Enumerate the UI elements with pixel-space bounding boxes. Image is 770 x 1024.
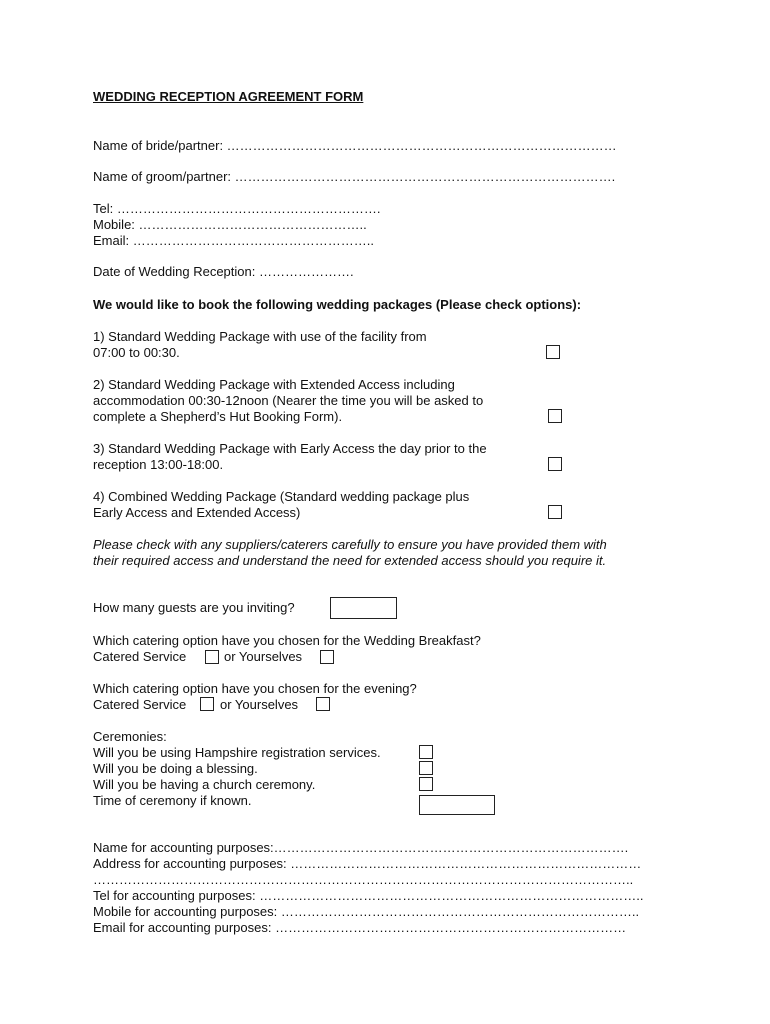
breakfast-catered-checkbox[interactable] bbox=[205, 650, 219, 664]
package-2-text: 2) Standard Wedding Package with Extended Access including bbox=[93, 377, 455, 392]
breakfast-catering-question: Which catering option have you chosen for the Wedding Breakfast? bbox=[93, 633, 481, 648]
guests-question: How many guests are you inviting? bbox=[93, 600, 295, 615]
blessing-question: Will you be doing a blessing. bbox=[93, 761, 258, 776]
reception-date-line[interactable]: Date of Wedding Reception: …………………. bbox=[93, 264, 354, 279]
breakfast-yourselves-label: or Yourselves bbox=[224, 649, 303, 664]
tel-line[interactable]: Tel: ……………………………………………………. bbox=[93, 201, 381, 216]
registration-checkbox[interactable] bbox=[419, 745, 433, 759]
ceremonies-heading: Ceremonies: bbox=[93, 729, 167, 744]
evening-yourselves-label: or Yourselves bbox=[220, 697, 299, 712]
package-4-text: Early Access and Extended Access) bbox=[93, 505, 301, 520]
supplier-notice: their required access and understand the need for extended access should you require it. bbox=[93, 553, 607, 568]
package-1-checkbox[interactable] bbox=[546, 345, 560, 359]
ceremony-time-input[interactable] bbox=[419, 795, 495, 815]
package-4-checkbox[interactable] bbox=[548, 505, 562, 519]
accounting-name-line[interactable]: Name for accounting purposes:………………………………………………………………………. bbox=[93, 840, 629, 855]
package-3-text: 3) Standard Wedding Package with Early Access the day prior to the bbox=[93, 441, 487, 456]
evening-catered-checkbox[interactable] bbox=[200, 697, 214, 711]
breakfast-yourselves-checkbox[interactable] bbox=[320, 650, 334, 664]
accounting-address-line-2[interactable]: …………………………………………………………………………………………………………….. bbox=[93, 872, 634, 887]
package-2-text: complete a Shepherd’s Hut Booking Form). bbox=[93, 409, 343, 424]
packages-heading: We would like to book the following wedding packages (Please check options): bbox=[93, 297, 582, 312]
package-1-text: 07:00 to 00:30. bbox=[93, 345, 180, 360]
package-1-text: 1) Standard Wedding Package with use of the facility from bbox=[93, 329, 427, 344]
registration-question: Will you be using Hampshire registration services. bbox=[93, 745, 381, 760]
evening-yourselves-checkbox[interactable] bbox=[316, 697, 330, 711]
package-2-text: accommodation 00:30-12noon (Nearer the time you will be asked to bbox=[93, 393, 484, 408]
bride-name-line[interactable]: Name of bride/partner: ……………………………………………………………………………… bbox=[93, 138, 617, 153]
accounting-email-line[interactable]: Email for accounting purposes: ……………………………………………………………………… bbox=[93, 920, 627, 935]
accounting-address-line[interactable]: Address for accounting purposes: ……………………………………………………………………… bbox=[93, 856, 642, 871]
church-question: Will you be having a church ceremony. bbox=[93, 777, 316, 792]
evening-catering-question: Which catering option have you chosen for the evening? bbox=[93, 681, 417, 696]
package-3-checkbox[interactable] bbox=[548, 457, 562, 471]
church-checkbox[interactable] bbox=[419, 777, 433, 791]
accounting-mobile-line[interactable]: Mobile for accounting purposes: ……………………………………………………………………….. bbox=[93, 904, 640, 919]
package-4-text: 4) Combined Wedding Package (Standard wedding package plus bbox=[93, 489, 470, 504]
mobile-line[interactable]: Mobile: …………………………………………….. bbox=[93, 217, 367, 232]
evening-catered-label: Catered Service bbox=[93, 697, 187, 712]
accounting-tel-line[interactable]: Tel for accounting purposes: …………………………………………………………………………….. bbox=[93, 888, 644, 903]
groom-name-line[interactable]: Name of groom/partner: ……………………………………………………………………………. bbox=[93, 169, 616, 184]
ceremony-time-label: Time of ceremony if known. bbox=[93, 793, 252, 808]
email-line[interactable]: Email: ……………………………………………….. bbox=[93, 233, 374, 248]
supplier-notice: Please check with any suppliers/caterers carefully to ensure you have provided them with bbox=[93, 537, 607, 552]
package-2-checkbox[interactable] bbox=[548, 409, 562, 423]
breakfast-catered-label: Catered Service bbox=[93, 649, 187, 664]
package-3-text: reception 13:00-18:00. bbox=[93, 457, 224, 472]
form-title: WEDDING RECEPTION AGREEMENT FORM bbox=[93, 89, 364, 104]
guests-count-input[interactable] bbox=[330, 597, 397, 619]
blessing-checkbox[interactable] bbox=[419, 761, 433, 775]
